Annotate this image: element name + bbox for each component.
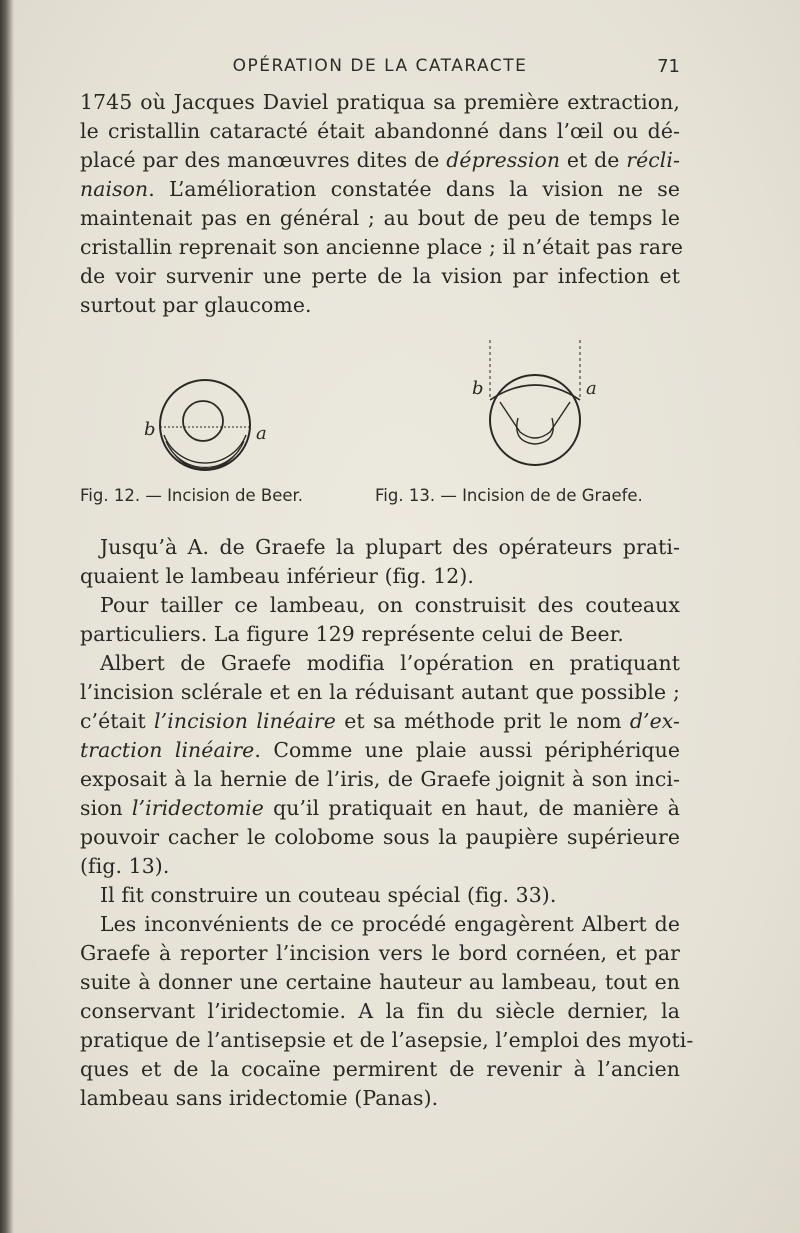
text-line: sion l’iridectomie qu’il pratiquait en haut, de manière à — [80, 796, 680, 820]
text-line: Pour tailler ce lambeau, on construisit des couteaux — [100, 593, 680, 617]
text-line: c’était l’incision linéaire et sa méthode prit le nom d’ex- — [80, 709, 681, 733]
text-line: cristallin reprenait son ancienne place ; il n’était pas rare — [80, 235, 684, 259]
paragraph-6 — [80, 910, 694, 1113]
term-reclinaison-end: naison — [80, 177, 149, 201]
term-incision-lineaire: l’incision linéaire — [154, 709, 336, 733]
paragraph-4 — [80, 649, 680, 881]
text-line: Albert de Graefe modifia l’opération en pratiquant — [100, 651, 680, 675]
figure-13-label-a: a — [586, 378, 597, 399]
figure-13-graefe-incision — [460, 340, 610, 470]
text-line: Il fit construire un couteau spécial (fig. 33). — [100, 883, 557, 907]
text-line: quaient le lambeau inférieur (fig. 12). — [80, 564, 474, 588]
term-reclinaison: récli- — [626, 148, 680, 172]
figure-12-label-a: a — [256, 423, 267, 444]
page-number: 71 — [657, 56, 680, 77]
text-line: placé par des manœuvres dites de dépression et de récli- — [80, 148, 680, 172]
term-iridectomie: l’iridectomie — [131, 796, 264, 820]
text-line: Les inconvénients de ce procédé engagèrent Albert de — [100, 912, 680, 936]
page-header — [80, 56, 680, 80]
text-line: surtout par glaucome. — [80, 293, 312, 317]
text-line: (fig. 13). — [80, 854, 170, 878]
text-line: exposait à la hernie de l’iris, de Graefe joignit à son inci- — [80, 767, 680, 791]
running-head: OPÉRATION DE LA CATARACTE — [232, 56, 528, 76]
text-line: Jusqu’à A. de Graefe la plupart des opérateurs prati- — [100, 535, 680, 559]
paragraph-2 — [80, 533, 680, 591]
text-line: Graefe à reporter l’incision vers le bord cornéen, et par — [80, 941, 680, 965]
figure-12-label-b: b — [144, 419, 156, 440]
text-line: conservant l’iridectomie. A la fin du siècle dernier, la — [80, 999, 680, 1023]
figure-13-label-b: b — [472, 378, 484, 399]
figure-12-caption: Fig. 12. — Incision de Beer. — [80, 486, 304, 505]
term-extraction-lineaire: traction linéaire — [80, 738, 255, 762]
text-line: l’incision sclérale et en la réduisant autant que possible ; — [80, 680, 680, 704]
term-depression: dépression — [446, 148, 561, 172]
figure-12-beer-incision — [130, 375, 280, 485]
text-line: particuliers. La figure 129 représente celui de Beer. — [80, 622, 624, 646]
text-line: pouvoir cacher le colobome sous la paupière supérieure — [80, 825, 680, 849]
paragraph-5 — [80, 881, 680, 910]
text-line: naison. L’amélioration constatée dans la vision ne se — [80, 177, 680, 201]
text-line: ques et de la cocaïne permirent de revenir à l’ancien — [80, 1057, 680, 1081]
text-line: pratique de l’antisepsie et de l’asepsie, l’emploi des myoti- — [80, 1028, 694, 1052]
term-extraction: d’ex- — [629, 709, 681, 733]
figure-13-caption: Fig. 13. — Incision de de Graefe. — [375, 486, 643, 505]
text-line: lambeau sans iridectomie (Panas). — [80, 1086, 439, 1110]
text-line: le cristallin cataracté était abandonné dans l’œil ou dé- — [80, 119, 680, 143]
paragraph-3 — [80, 591, 680, 649]
text-line: de voir survenir une perte de la vision par infection et — [80, 264, 680, 288]
text-line: suite à donner une certaine hauteur au lambeau, tout en — [80, 970, 680, 994]
paragraph-1 — [80, 88, 684, 320]
text-line: 1745 où Jacques Daviel pratiqua sa première extraction, — [80, 90, 680, 114]
book-binding-edge — [0, 0, 14, 1233]
text-line: traction linéaire. Comme une plaie aussi périphérique — [80, 738, 680, 762]
text-line: maintenait pas en général ; au bout de peu de temps le — [80, 206, 680, 230]
